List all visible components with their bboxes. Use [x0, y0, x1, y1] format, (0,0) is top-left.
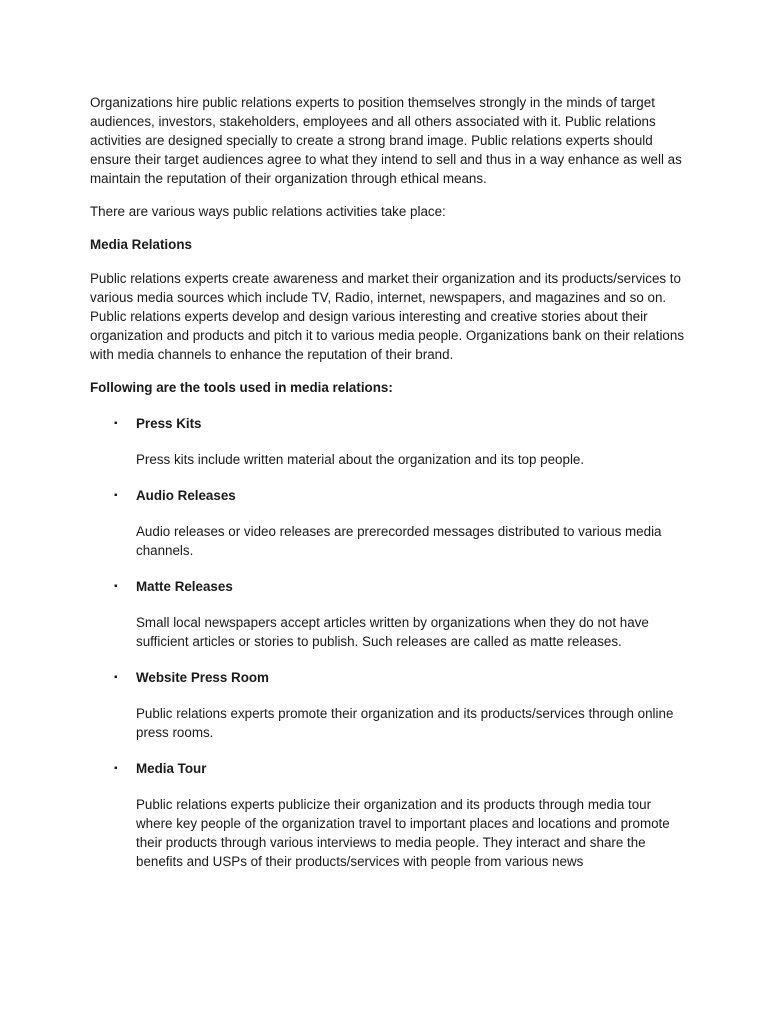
bullet-icon: ▪	[114, 490, 118, 501]
tool-item-matte-releases	[90, 577, 686, 651]
tool-title: Press Kits	[136, 416, 202, 431]
tool-item-audio-releases	[90, 486, 686, 560]
bullet-icon: ▪	[114, 672, 118, 683]
tool-description: Public relations experts promote their organization and its products/services through online press rooms.	[136, 706, 674, 740]
tool-item-media-tour	[90, 759, 686, 871]
tools-list	[90, 414, 686, 871]
tool-title: Audio Releases	[136, 488, 236, 503]
tool-description: Small local newspapers accept articles written by organizations when they do not have sufficient articles or stories to publish. Such releases are called as matte releases.	[136, 615, 649, 649]
intro-paragraph: Organizations hire public relations experts to position themselves strongly in the minds of target audiences, investors, stakeholders, employees and all others associated with it. Public relations activities are designed specially to create a strong brand image. Public relations experts should ensure their target audiences agree to what they intend to sell and thus in a way enhance as well as maintain the reputation of their organization through ethical means.	[90, 95, 682, 186]
tool-title: Media Tour	[136, 761, 207, 776]
bullet-icon: ▪	[114, 763, 118, 774]
tool-description: Audio releases or video releases are prerecorded messages distributed to various media channels.	[136, 524, 662, 558]
tool-title: Website Press Room	[136, 670, 269, 685]
tool-item-website-press-room	[90, 668, 686, 742]
tool-description: Public relations experts publicize their organization and its products through media tour where key people of the organization travel to important places and locations and promote their products through various interviews to media people. They interact and share the benefits and USPs of their products/services with people from various news	[136, 797, 670, 869]
tool-description: Press kits include written material about the organization and its top people.	[136, 452, 585, 467]
document-body	[90, 93, 686, 888]
media-relations-paragraph: Public relations experts create awareness and market their organization and its products/services to various media sources which include TV, Radio, internet, newspapers, and magazines and so on. Public relations experts develop and design various interesting and creative stories about their organization and products and pitch it to various media people. Organizations bank on their relations with media channels to enhance the reputation of their brand.	[90, 271, 685, 362]
tool-title: Matte Releases	[136, 579, 233, 594]
ways-intro-paragraph: There are various ways public relations activities take place:	[90, 204, 446, 219]
bullet-icon: ▪	[114, 418, 118, 429]
tools-heading: Following are the tools used in media relations:	[90, 380, 393, 395]
bullet-icon: ▪	[114, 581, 118, 592]
tool-item-press-kits	[90, 414, 686, 469]
media-relations-heading: Media Relations	[90, 237, 192, 252]
